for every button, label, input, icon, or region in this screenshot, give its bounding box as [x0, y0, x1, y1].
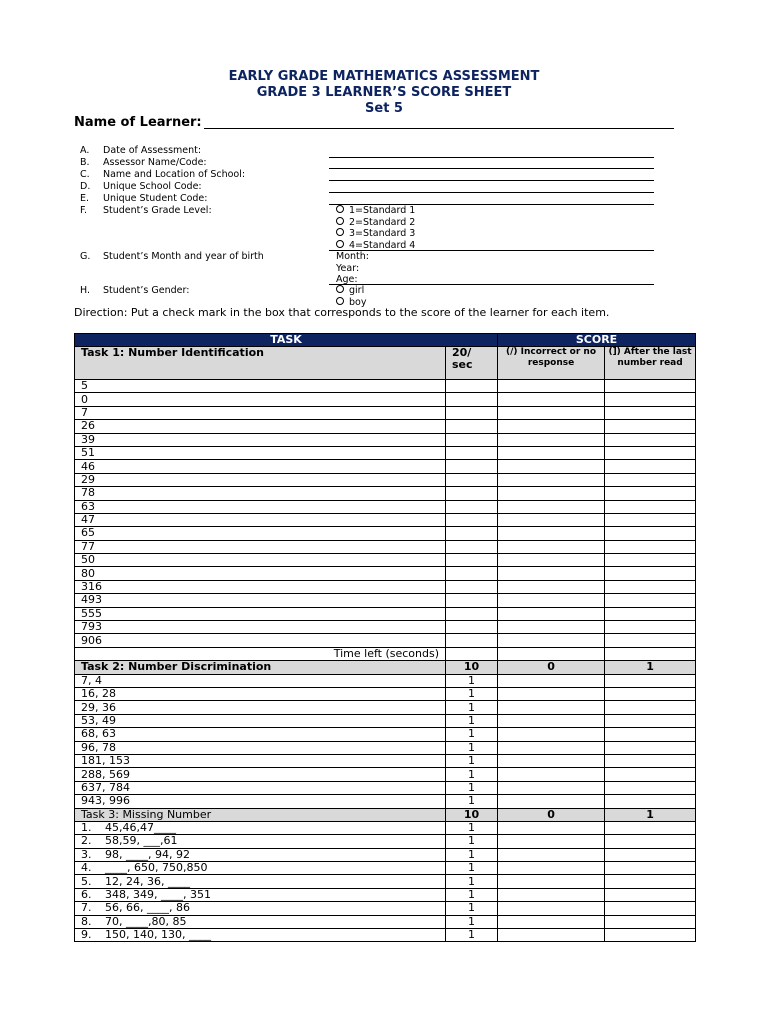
task2-header-row — [75, 661, 696, 674]
score-cell[interactable] — [605, 701, 696, 714]
table-row — [75, 701, 696, 714]
score-cell[interactable] — [498, 728, 605, 741]
task1-item: 80 — [75, 567, 446, 580]
score-cell[interactable] — [446, 540, 498, 553]
table-row — [75, 500, 696, 513]
time-left-row — [75, 647, 696, 660]
item-number: 3. — [81, 848, 92, 861]
info-letter: H. — [80, 285, 90, 296]
task1-item: 7 — [75, 406, 446, 419]
score-cell[interactable] — [605, 714, 696, 727]
item-number: 2. — [81, 834, 92, 848]
score-cell[interactable] — [498, 433, 605, 446]
info-label: Assessor Name/Code: — [103, 157, 207, 168]
score-cell[interactable] — [605, 888, 696, 901]
info-label: Student’s Grade Level: — [103, 205, 212, 216]
item-number: 6. — [81, 888, 92, 902]
score-table — [74, 333, 696, 942]
item-points: 1 — [446, 835, 498, 848]
score-cell[interactable] — [605, 768, 696, 781]
score-cell[interactable] — [605, 915, 696, 928]
info-label: Student’s Month and year of birth — [103, 251, 264, 262]
score-cell[interactable] — [605, 728, 696, 741]
score-cell[interactable] — [498, 554, 605, 567]
table-row — [75, 487, 696, 500]
grade-option[interactable] — [336, 240, 415, 251]
task2-item: 181, 153 — [75, 754, 446, 767]
task3-item — [75, 902, 446, 915]
task3-points: 10 — [446, 808, 498, 821]
task1-item: 26 — [75, 420, 446, 433]
score-cell[interactable] — [498, 621, 605, 634]
score-cell[interactable] — [605, 380, 696, 393]
radio-icon[interactable] — [336, 228, 344, 236]
task1-item: 793 — [75, 621, 446, 634]
score-cell[interactable] — [605, 473, 696, 486]
item-points: 1 — [446, 701, 498, 714]
birth-field-label: Month: — [336, 251, 369, 262]
gender-option-label: boy — [349, 296, 367, 308]
score-cell[interactable] — [498, 875, 605, 888]
item-points: 1 — [446, 862, 498, 875]
task1-item: 0 — [75, 393, 446, 406]
item-points: 1 — [446, 741, 498, 754]
table-row — [75, 754, 696, 767]
table-row — [75, 446, 696, 459]
score-cell[interactable] — [498, 634, 605, 647]
score-cell[interactable] — [498, 420, 605, 433]
score-cell[interactable] — [605, 500, 696, 513]
score-cell[interactable] — [446, 527, 498, 540]
table-row — [75, 902, 696, 915]
table-row — [75, 929, 696, 942]
task2-item: 53, 49 — [75, 714, 446, 727]
score-cell[interactable] — [498, 848, 605, 861]
task1-item: 29 — [75, 473, 446, 486]
task1-item: 78 — [75, 487, 446, 500]
score-cell[interactable] — [605, 513, 696, 526]
score-cell[interactable] — [498, 915, 605, 928]
item-points: 1 — [446, 768, 498, 781]
answer-line[interactable] — [329, 168, 654, 169]
radio-icon[interactable] — [336, 240, 344, 248]
item-points: 1 — [446, 687, 498, 700]
item-question: 56, 66, ____, 86 — [105, 901, 190, 915]
score-cell[interactable] — [498, 674, 605, 687]
score-cell[interactable] — [498, 607, 605, 620]
task3-one: 1 — [605, 808, 696, 821]
item-number: 4. — [81, 861, 92, 875]
answer-line[interactable] — [329, 284, 654, 285]
score-cell[interactable] — [498, 835, 605, 848]
score-cell[interactable] — [605, 741, 696, 754]
table-row — [75, 580, 696, 593]
table-row — [75, 888, 696, 901]
score-cell[interactable] — [605, 580, 696, 593]
score-cell[interactable] — [605, 929, 696, 942]
table-row — [75, 687, 696, 700]
score-cell[interactable] — [446, 554, 498, 567]
score-cell[interactable] — [498, 513, 605, 526]
table-row — [75, 781, 696, 794]
grade-option[interactable] — [336, 205, 415, 216]
score-cell[interactable] — [446, 513, 498, 526]
task3-zero: 0 — [498, 808, 605, 821]
answer-line[interactable] — [329, 157, 654, 158]
grade-option[interactable] — [336, 217, 415, 228]
item-points: 1 — [446, 714, 498, 727]
task2-item: 96, 78 — [75, 741, 446, 754]
task3-item — [75, 929, 446, 942]
item-question: 45,46,47____ — [105, 821, 176, 835]
table-row — [75, 393, 696, 406]
item-points: 1 — [446, 781, 498, 794]
birth-field-label: Age: — [336, 274, 358, 285]
task3-title: Task 3: Missing Number — [75, 808, 446, 821]
task2-item: 68, 63 — [75, 728, 446, 741]
score-cell[interactable] — [605, 875, 696, 888]
task2-one: 1 — [605, 661, 696, 674]
table-row — [75, 728, 696, 741]
grade-option[interactable] — [336, 228, 415, 239]
grade-option-label: 3=Standard 3 — [349, 228, 416, 239]
score-cell[interactable] — [446, 647, 498, 660]
score-cell[interactable] — [605, 433, 696, 446]
score-cell[interactable] — [498, 473, 605, 486]
learner-name-label: Name of Learner: — [74, 115, 202, 130]
item-question: ____, 650, 750,850 — [105, 861, 208, 875]
task2-title: Task 2: Number Discrimination — [75, 661, 446, 674]
score-cell[interactable] — [498, 929, 605, 942]
info-letter: C. — [80, 169, 90, 180]
table-row — [75, 848, 696, 861]
item-points: 1 — [446, 915, 498, 928]
info-letter: G. — [80, 251, 91, 262]
score-cell[interactable] — [446, 460, 498, 473]
table-row — [75, 768, 696, 781]
radio-icon[interactable] — [336, 297, 344, 305]
info-letter: B. — [80, 157, 90, 168]
score-cell[interactable] — [498, 714, 605, 727]
score-cell[interactable] — [605, 687, 696, 700]
table-row — [75, 634, 696, 647]
score-cell[interactable] — [605, 754, 696, 767]
info-label: Student’s Gender: — [103, 285, 190, 296]
task2-item: 943, 996 — [75, 795, 446, 808]
radio-icon[interactable] — [336, 205, 344, 213]
score-cell[interactable] — [498, 446, 605, 459]
table-row — [75, 714, 696, 727]
item-number: 9. — [81, 928, 92, 942]
item-points: 1 — [446, 888, 498, 901]
task2-points: 10 — [446, 661, 498, 674]
task3-item — [75, 835, 446, 848]
radio-icon[interactable] — [336, 285, 344, 293]
score-cell[interactable] — [446, 433, 498, 446]
task1-item: 63 — [75, 500, 446, 513]
sheet-title: GRADE 3 LEARNER’S SCORE SHEET — [256, 85, 512, 100]
table-row — [75, 433, 696, 446]
task1-item: 39 — [75, 433, 446, 446]
task3-item — [75, 875, 446, 888]
table-row — [75, 567, 696, 580]
grade-option-label: 2=Standard 2 — [349, 216, 416, 228]
task1-time: 20/ sec — [446, 347, 498, 380]
table-row — [75, 513, 696, 526]
birth-field-label: Year: — [336, 262, 360, 274]
score-cell[interactable] — [605, 393, 696, 406]
score-cell[interactable] — [446, 446, 498, 459]
score-cell[interactable] — [446, 420, 498, 433]
assessment-title: EARLY GRADE MATHEMATICS ASSESSMENT — [228, 69, 540, 84]
info-label: Unique Student Code: — [103, 193, 208, 204]
item-points: 1 — [446, 728, 498, 741]
item-number: 8. — [81, 915, 92, 928]
score-cell[interactable] — [498, 821, 605, 834]
radio-icon[interactable] — [336, 217, 344, 225]
score-cell[interactable] — [498, 540, 605, 553]
table-row — [75, 795, 696, 808]
item-question: 70, ____,80, 85 — [105, 915, 187, 928]
table-row — [75, 607, 696, 620]
table-row — [75, 540, 696, 553]
task1-item: 906 — [75, 634, 446, 647]
table-row — [75, 406, 696, 419]
task1-item: 493 — [75, 594, 446, 607]
score-cell[interactable] — [446, 580, 498, 593]
gender-option[interactable] — [336, 285, 364, 296]
table-row — [75, 527, 696, 540]
score-cell[interactable] — [605, 821, 696, 834]
answer-line[interactable] — [329, 192, 654, 193]
table-row — [75, 741, 696, 754]
task2-item: 7, 4 — [75, 674, 446, 687]
task3-item — [75, 821, 446, 834]
task2-zero: 0 — [498, 661, 605, 674]
score-cell[interactable] — [605, 781, 696, 794]
item-points: 1 — [446, 929, 498, 942]
set-title: Set 5 — [365, 101, 403, 116]
score-cell[interactable] — [605, 835, 696, 848]
score-cell[interactable] — [498, 393, 605, 406]
score-cell[interactable] — [498, 460, 605, 473]
score-cell[interactable] — [498, 406, 605, 419]
score-cell[interactable] — [605, 567, 696, 580]
direction-text: Direction: Put a check mark in the box that corresponds to the score of the learner for each item. — [74, 306, 610, 319]
item-points: 1 — [446, 674, 498, 687]
score-cell[interactable] — [498, 754, 605, 767]
task3-item — [75, 848, 446, 861]
info-label: Unique School Code: — [103, 181, 202, 192]
score-cell[interactable] — [446, 393, 498, 406]
item-points: 1 — [446, 795, 498, 808]
item-number: 1. — [81, 821, 92, 835]
task2-item: 16, 28 — [75, 687, 446, 700]
score-cell[interactable] — [605, 540, 696, 553]
task1-header-row — [75, 347, 696, 380]
score-cell[interactable] — [605, 554, 696, 567]
score-cell[interactable] — [605, 621, 696, 634]
score-cell[interactable] — [498, 647, 605, 660]
time-left-label: Time left (seconds) — [75, 647, 446, 660]
info-letter: A. — [80, 145, 90, 156]
grade-option-label: 1=Standard 1 — [349, 205, 416, 216]
gender-option-label: girl — [349, 285, 365, 296]
item-points: 1 — [446, 875, 498, 888]
task3-item — [75, 888, 446, 901]
score-cell[interactable] — [446, 567, 498, 580]
table-header-row — [75, 334, 696, 347]
item-question: 150, 140, 130, ____ — [105, 928, 211, 942]
table-row — [75, 420, 696, 433]
table-row — [75, 554, 696, 567]
score-header: SCORE — [498, 334, 696, 347]
score-cell[interactable] — [605, 406, 696, 419]
task1-incorrect-header: (/) Incorrect or no response — [498, 347, 605, 380]
score-cell[interactable] — [446, 473, 498, 486]
task2-item: 288, 569 — [75, 768, 446, 781]
score-cell[interactable] — [446, 487, 498, 500]
score-cell[interactable] — [498, 701, 605, 714]
task1-item: 51 — [75, 446, 446, 459]
table-row — [75, 835, 696, 848]
task1-item: 77 — [75, 540, 446, 553]
score-cell[interactable] — [446, 500, 498, 513]
task1-item: 47 — [75, 513, 446, 526]
score-cell[interactable] — [498, 741, 605, 754]
item-points: 1 — [446, 902, 498, 915]
info-label: Name and Location of School: — [103, 169, 246, 180]
item-points: 1 — [446, 821, 498, 834]
task1-last-read-header: (]) After the last number read — [605, 347, 696, 380]
score-cell[interactable] — [498, 687, 605, 700]
score-cell[interactable] — [498, 768, 605, 781]
score-cell[interactable] — [605, 674, 696, 687]
info-letter: D. — [80, 181, 91, 192]
task3-item — [75, 915, 446, 928]
score-cell[interactable] — [498, 795, 605, 808]
score-cell[interactable] — [605, 647, 696, 660]
score-cell[interactable] — [498, 527, 605, 540]
score-cell[interactable] — [605, 862, 696, 875]
table-row — [75, 380, 696, 393]
task1-title: Task 1: Number Identification — [75, 347, 446, 380]
task1-item: 65 — [75, 527, 446, 540]
item-question: 348, 349, ____, 351 — [105, 888, 211, 902]
score-cell[interactable] — [498, 888, 605, 901]
item-question: 58,59, ___,61 — [105, 834, 178, 848]
score-cell[interactable] — [446, 594, 498, 607]
score-cell[interactable] — [498, 500, 605, 513]
task1-item: 316 — [75, 580, 446, 593]
score-cell[interactable] — [498, 380, 605, 393]
score-cell[interactable] — [605, 902, 696, 915]
info-label: Date of Assessment: — [103, 145, 202, 156]
score-cell[interactable] — [498, 862, 605, 875]
table-row — [75, 875, 696, 888]
task1-item: 50 — [75, 554, 446, 567]
score-cell[interactable] — [498, 594, 605, 607]
grade-option-label: 4=Standard 4 — [349, 239, 416, 251]
item-points: 1 — [446, 848, 498, 861]
info-letter: E. — [80, 193, 90, 204]
item-question: 98, ____, 94, 92 — [105, 848, 190, 861]
score-cell[interactable] — [446, 607, 498, 620]
score-cell[interactable] — [605, 420, 696, 433]
score-cell[interactable] — [446, 621, 498, 634]
score-cell[interactable] — [605, 848, 696, 861]
score-cell[interactable] — [605, 607, 696, 620]
item-number: 7. — [81, 901, 92, 915]
item-points: 1 — [446, 754, 498, 767]
score-cell[interactable] — [605, 634, 696, 647]
score-cell[interactable] — [498, 580, 605, 593]
item-question: 12, 24, 36, ____ — [105, 874, 190, 888]
score-cell[interactable] — [605, 594, 696, 607]
score-cell[interactable] — [605, 487, 696, 500]
score-cell[interactable] — [605, 795, 696, 808]
score-cell[interactable] — [605, 460, 696, 473]
table-row — [75, 594, 696, 607]
info-letter: F. — [80, 205, 87, 216]
score-cell[interactable] — [498, 781, 605, 794]
score-cell[interactable] — [446, 634, 498, 647]
table-row — [75, 621, 696, 634]
score-cell[interactable] — [605, 527, 696, 540]
score-cell[interactable] — [605, 446, 696, 459]
table-row — [75, 915, 696, 928]
answer-line[interactable] — [329, 180, 654, 181]
table-row — [75, 473, 696, 486]
task1-item: 555 — [75, 607, 446, 620]
task2-item: 637, 784 — [75, 781, 446, 794]
learner-name-field[interactable] — [204, 128, 674, 129]
item-number: 5. — [81, 874, 92, 888]
task3-header-row — [75, 808, 696, 821]
task2-item: 29, 36 — [75, 701, 446, 714]
score-cell[interactable] — [498, 487, 605, 500]
table-row — [75, 460, 696, 473]
score-cell[interactable] — [446, 406, 498, 419]
table-row — [75, 821, 696, 834]
table-row — [75, 674, 696, 687]
score-cell[interactable] — [446, 380, 498, 393]
score-cell[interactable] — [498, 567, 605, 580]
task3-item — [75, 862, 446, 875]
task1-item: 46 — [75, 460, 446, 473]
task1-item: 5 — [75, 380, 446, 393]
task-header: TASK — [75, 334, 498, 347]
score-cell[interactable] — [498, 902, 605, 915]
table-row — [75, 862, 696, 875]
